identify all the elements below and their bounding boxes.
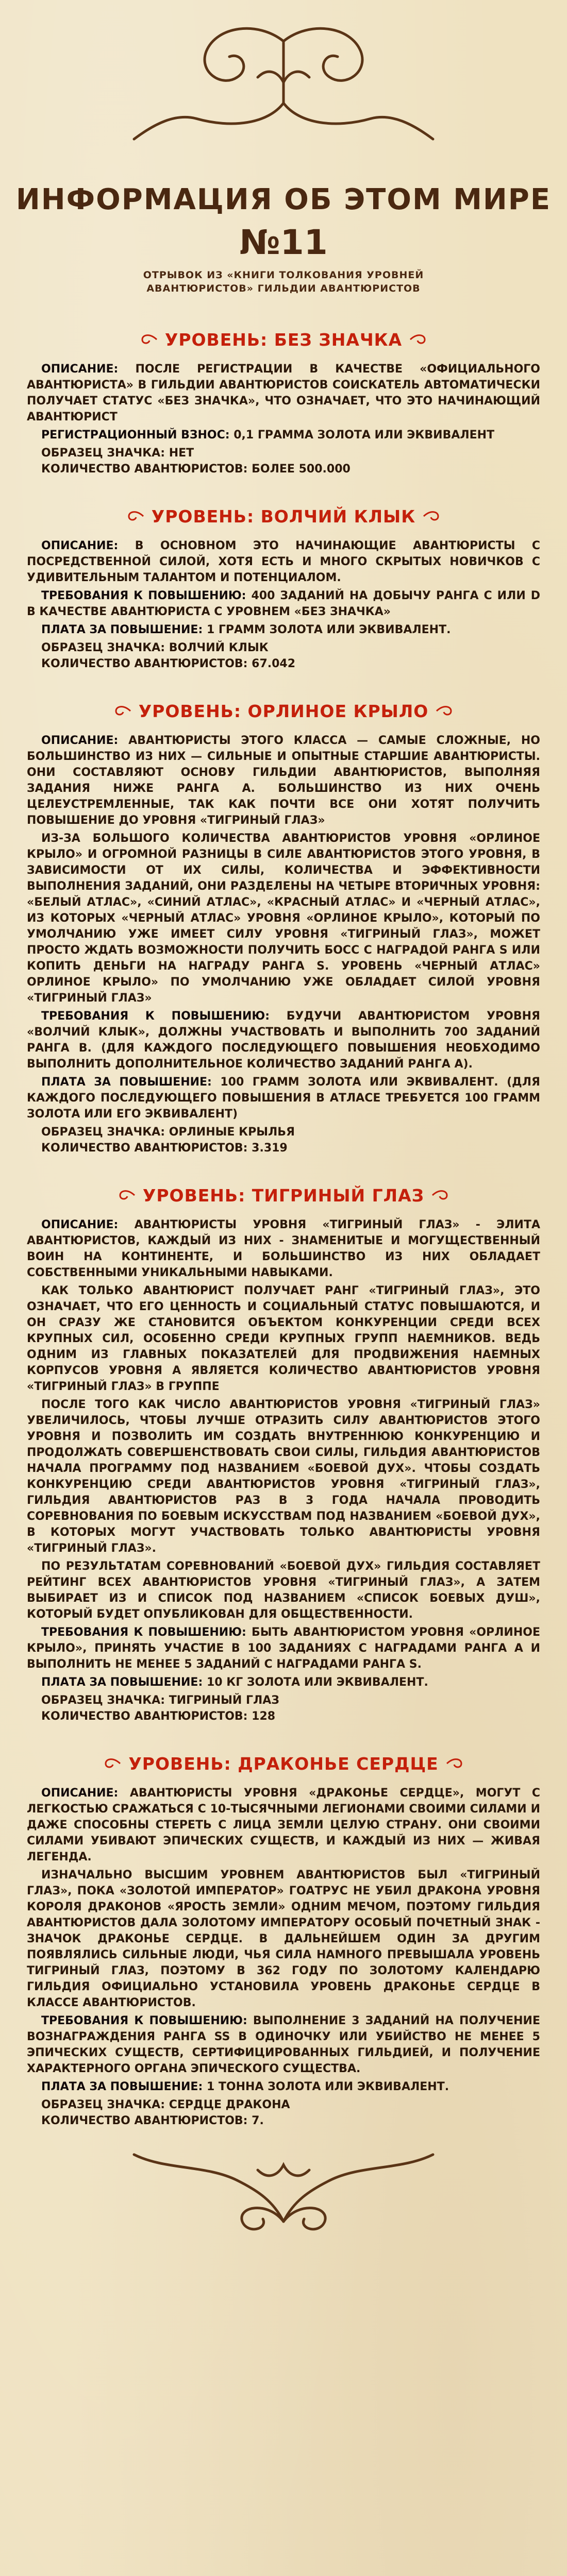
section-title: УРОВЕНЬ: ДРАКОНЬЕ СЕРДЦЕ [128, 1753, 439, 1774]
page-number: №11 [239, 223, 328, 262]
description: ОПИСАНИЕ: АВАНТЮРИСТЫ УРОВНЯ «ДРАКОНЬЕ СЕРДЦЕ», МОГУТ С ЛЕГКОСТЬЮ СРАЖАТЬСЯ С 10-ТЫСЯЧНЫМИ ЛЕГИОНАМИ СВОИМИ СИЛАМИ И ДАЖЕ СПОСОБНЫ СТЕРЕТЬ С ЛИЦА ЗЕМЛИ ЦЕЛУЮ СТРАНУ. ОНИ СВОИМИ СИЛАМИ УБИВАЮТ ЭПИЧЕСКИХ СУЩЕСТВ, И КАЖДЫЙ ИЗ НИХ — ЖИВАЯ ЛЕГЕНДА. [27, 1787, 540, 1863]
section-title: УРОВЕНЬ: ОРЛИНОЕ КРЫЛО [138, 701, 429, 721]
section-heading [27, 325, 540, 354]
heading-left-ornament-icon [126, 509, 144, 524]
count: КОЛИЧЕСТВО АВАНТЮРИСТОВ: 7. [41, 2114, 264, 2127]
subtitle-line-2: АВАНТЮРИСТОВ» ГИЛЬДИИ АВАНТЮРИСТОВ [146, 283, 421, 294]
extra-paragraph-2: ПОСЛЕ ТОГО КАК ЧИСЛО АВАНТЮРИСТОВ УРОВНЯ «ТИГРИНЫЙ ГЛАЗ» УВЕЛИЧИЛОСЬ, ЧТОБЫ ЛУЧШЕ ОТРАЗИТЬ СИЛУ АВАНТЮРИСТОВ ЭТОГО УРОВНЯ И ПОЗВОЛИТЬ ИМ СОЗДАТЬ ВНУТРЕННЮЮ КОНКУРЕНЦИЮ И ПРОДОЛЖАТЬ СОВЕРШЕНСТВОВАТЬ СВОИ СИЛЫ, ГИЛЬДИЯ АВАНТЮРИСТОВ НАЧАЛА ПРОГРАММУ ПОД НАЗВАНИЕМ «БОЕВОЙ ДУХ». ЧТОБЫ СОЗДАТЬ КОНКУРЕНЦИЮ СРЕДИ АВАНТЮРИСТОВ УРОВНЯ «ТИГРИНЫЙ ГЛАЗ», ГИЛЬДИЯ АВАНТЮРИСТОВ РАЗ В 3 ГОДА НАЧАЛА ПРОВОДИТЬ СОРЕВНОВАНИЯ ПО БОЕВЫМ ИСКУССТВАМ ПОД НАЗВАНИЕМ «БОЕВОЙ ДУХ», В КОТОРЫХ МОГУТ УЧАСТВОВАТЬ ТОЛЬКО АВАНТЮРИСТЫ УРОВНЯ «ТИГРИНЫЙ ГЛАЗ». [27, 1398, 540, 1555]
section-heading [27, 697, 540, 725]
heading-left-ornament-icon [139, 332, 158, 347]
fee: ПЛАТА ЗА ПОВЫШЕНИЕ: 100 ГРАММ ЗОЛОТА ИЛИ ЭКВИВАЛЕНТ. (ДЛЯ КАЖДОГО ПОСЛЕДУЮЩЕГО ПОВЫШЕНИЯ В АТЛАСЕ ТРЕБУЕТСЯ 100 ГРАММ ЗОЛОТА ИЛИ ЕГО ЭКВИВАЛЕНТ) [27, 1076, 540, 1121]
bottom-ornament-icon [103, 2139, 464, 2242]
top-ornament-icon [103, 21, 464, 149]
section-dragon-heart [0, 1749, 567, 2129]
description: ОПИСАНИЕ: АВАНТЮРИСТЫ УРОВНЯ «ТИГРИНЫЙ ГЛАЗ» - ЭЛИТА АВАНТЮРИСТОВ, КАЖДЫЙ ИЗ НИХ - ЗНАМЕНИТЫЕ И МОГУЩЕСТВЕННЫЙ ВОИН НА КОНТИНЕНТЕ, И БОЛЬШИНСТВО ИЗ НИХ ОБЛАДАЕТ СОБСТВЕННЫМИ УНИКАЛЬНЫМИ НАВЫКАМИ. [27, 1218, 540, 1279]
heading-right-ornament-icon [423, 509, 441, 524]
extra-paragraph: ИЗ-ЗА БОЛЬШОГО КОЛИЧЕСТВА АВАНТЮРИСТОВ УРОВНЯ «ОРЛИНОЕ КРЫЛО» И ОГРОМНОЙ РАЗНИЦЫ В СИЛЕ АВАНТЮРИСТОВ ЭТОГО УРОВНЯ, В ЗАВИСИМОСТИ ОТ ИХ СИЛЫ, КОЛИЧЕСТВА И ЭФФЕКТИВНОСТИ ВЫПОЛНЕНИЯ ЗАДАНИЙ, ОНИ РАЗДЕЛЕНЫ НА ЧЕТЫРЕ ВТОРИЧНЫХ УРОВНЯ: «БЕЛЫЙ АТЛАС», «СИНИЙ АТЛАС», «КРАСНЫЙ АТЛАС» И «ЧЕРНЫЙ АТЛАС», ИЗ КОТОРЫХ «ЧЕРНЫЙ АТЛАС» УРОВНЯ «ОРЛИНОЕ КРЫЛО», КОТОРЫЙ ПО УМОЛЧАНИЮ УЖЕ ИМЕЕТ СИЛУ УРОВНЯ «ТИГРИНЫЙ ГЛАЗ», МОЖЕТ ПРОСТО ЖДАТЬ ВОЗМОЖНОСТИ ПОЛУЧИТЬ БОСС С НАГРАДОЙ РАНГА S ИЛИ КОПИТЬ ДЕНЬГИ НА НАГРАДУ РАНГА S. УРОВЕНЬ «ЧЕРНЫЙ АТЛАС» ОРЛИНОЕ КРЫЛО» ПО УМОЛЧАНИЮ УЖЕ ОБЛАДАЕТ СИЛОЙ УРОВНЯ «ТИГРИНЫЙ ГЛАЗ» [27, 832, 540, 1005]
heading-right-ornament-icon [431, 1188, 450, 1203]
section-title: УРОВЕНЬ: ВОЛЧИЙ КЛЫК [151, 506, 416, 527]
requirements: ТРЕБОВАНИЯ К ПОВЫШЕНИЮ: ВЫПОЛНЕНИЕ 3 ЗАДАНИЙ НА ПОЛУЧЕНИЕ ВОЗНАГРАЖДЕНИЯ РАНГА SS В ОДИНОЧКУ ИЛИ УБИЙСТВО НЕ МЕНЕЕ 5 ЭПИЧЕСКИХ СУЩЕСТВ, СЕРТИФИЦИРОВАННЫХ ГИЛЬДИЕЙ, И ПОЛУЧЕНИЕ ХАРАКТЕРНОГО ОРГАНА ЭПИЧЕСКОГО СУЩЕСТВА. [27, 2014, 540, 2075]
section-heading [27, 1181, 540, 1210]
heading-left-ornament-icon [103, 1756, 121, 1771]
requirements: ТРЕБОВАНИЯ К ПОВЫШЕНИЮ: БЫТЬ АВАНТЮРИСТОМ УРОВНЯ «ОРЛИНОЕ КРЫЛО», ПРИНЯТЬ УЧАСТИЕ В 100 ЗАДАНИЯХ С НАГРАДАМИ РАНГА А И ВЫПОЛНИТЬ НЕ МЕНЕЕ 5 ЗАДАНИЙ С НАГРАДАМИ РАНГА S. [27, 1626, 540, 1671]
badge: ОБРАЗЕЦ ЗНАЧКА: НЕТ [41, 447, 194, 460]
section-eagle-wing [0, 697, 567, 1156]
description: ОПИСАНИЕ: АВАНТЮРИСТЫ ЭТОГО КЛАССА — САМЫЕ СЛОЖНЫЕ, НО БОЛЬШИНСТВО ИЗ НИХ — СИЛЬНЫЕ И ОПЫТНЫЕ СТАРШИЕ АВАНТЮРИСТЫ. ОНИ СОСТАВЛЯЮТ ОСНОВУ ГИЛЬДИИ АВАНТЮРИСТОВ, ВЫПОЛНЯЯ ЗАДАНИЯ НИЖЕ РАНГА А. БОЛЬШИНСТВО ИЗ НИХ ОЧЕНЬ ЦЕЛЕУСТРЕМЛЕННЫЕ, ТАК КАК ПОЧТИ ВСЕ ОНИ ХОТЯТ ПОЛУЧИТЬ ПОВЫШЕНИЕ ДО УРОВНЯ «ТИГРИНЫЙ ГЛАЗ» [27, 734, 540, 827]
badge: ОБРАЗЕЦ ЗНАЧКА: ВОЛЧИЙ КЛЫК [41, 641, 269, 654]
heading-right-ornament-icon [409, 332, 428, 347]
section-heading [27, 1749, 540, 1778]
count: КОЛИЧЕСТВО АВАНТЮРИСТОВ: 67.042 [41, 657, 296, 670]
subtitle-line-1: ОТРЫВОК ИЗ «КНИГИ ТОЛКОВАНИЯ УРОВНЕЙ [143, 269, 424, 281]
description: ОПИСАНИЕ: В ОСНОВНОМ ЭТО НАЧИНАЮЩИЕ АВАНТЮРИСТЫ С ПОСРЕДСТВЕННОЙ СИЛОЙ, ХОТЯ ЕСТЬ И МНОГО СКРЫТЫХ НОВИЧКОВ С УДИВИТЕЛЬНЫМ ТАЛАНТОМ И ПОТЕНЦИАЛОМ. [27, 539, 540, 584]
requirements: ТРЕБОВАНИЯ К ПОВЫШЕНИЮ: 400 ЗАДАНИЙ НА ДОБЫЧУ РАНГА С ИЛИ D В КАЧЕСТВЕ АВАНТЮРИСТА С УРОВНЕМ «БЕЗ ЗНАЧКА» [27, 589, 540, 618]
heading-right-ornament-icon [436, 703, 454, 719]
fee: ПЛАТА ЗА ПОВЫШЕНИЕ: 1 ТОННА ЗОЛОТА ИЛИ ЭКВИВАЛЕНТ. [41, 2080, 449, 2093]
count: КОЛИЧЕСТВО АВАНТЮРИСТОВ: 3.319 [41, 1142, 288, 1155]
extra-paragraph-3: ПО РЕЗУЛЬТАТАМ СОРЕВНОВАНИЙ «БОЕВОЙ ДУХ» ГИЛЬДИЯ СОСТАВЛЯЕТ РЕЙТИНГ ВСЕХ АВАНТЮРИСТОВ УРОВНЯ «ТИГРИНЫЙ ГЛАЗ», А ЗАТЕМ ВЫБИРАЕТ ИЗ И СПИСОК ПОД НАЗВАНИЕМ «СПИСОК БОЕВЫХ ДУШ», КОТОРЫЙ БУДЕТ ОПУБЛИКОВАН ДЛЯ ОБЩЕСТВЕННОСТИ. [27, 1560, 540, 1621]
section-heading [27, 502, 540, 531]
requirements: ТРЕБОВАНИЯ К ПОВЫШЕНИЮ: БУДУЧИ АВАНТЮРИСТОМ УРОВНЯ «ВОЛЧИЙ КЛЫК», ДОЛЖНЫ УЧАСТВОВАТЬ И ВЫПОЛНИТЬ 700 ЗАДАНИЙ РАНГА B. (ДЛЯ КАЖДОГО ПОСЛЕДУЮЩЕГО ПОВЫШЕНИЯ НЕОБХОДИМО ВЫПОЛНИТЬ ДОПОЛНИТЕЛЬНОЕ КОЛИЧЕСТВО ЗАДАНИЙ РАНГА А). [27, 1010, 540, 1071]
fee: РЕГИСТРАЦИОННЫЙ ВЗНОС: 0,1 ГРАММА ЗОЛОТА ИЛИ ЭКВИВАЛЕНТ [41, 429, 495, 442]
extra-paragraph: ИЗНАЧАЛЬНО ВЫСШИМ УРОВНЕМ АВАНТЮРИСТОВ БЫЛ «ТИГРИНЫЙ ГЛАЗ», ПОКА «ЗОЛОТОЙ ИМПЕРАТОР» ГОАТРУС НЕ УБИЛ ДРАКОНА УРОВНЯ КОРОЛЯ ДРАКОНОВ «ЯРОСТЬ ЗЕМЛИ» ОДНИМ МЕЧОМ, ПОЭТОМУ ГИЛЬДИЯ АВАНТЮРИСТОВ ДАЛА ЗОЛОТОМУ ИМПЕРАТОРУ ОСОБЫЙ ПОЧЕТНЫЙ ЗНАК - ЗНАЧОК ДРАКОНЬЕ СЕРДЦЕ. В ДАЛЬНЕЙШЕМ ОДИН ЗА ДРУГИМ ПОЯВЛЯЛИСЬ СИЛЬНЫЕ ЛЮДИ, ЧЬЯ СИЛА НАМНОГО ПРЕВЫШАЛА УРОВЕНЬ ТИГРИНЫЙ ГЛАЗ, ПОЭТОМУ В 362 ГОДУ ПО ЗОЛОТОМУ КАЛЕНДАРЮ ГИЛЬДИЯ ОФИЦИАЛЬНО УСТАНОВИЛА УРОВЕНЬ ДРАКОНЬЕ СЕРДЦЕ В КЛАССЕ АВАНТЮРИСТОВ. [27, 1869, 540, 2009]
heading-right-ornament-icon [446, 1756, 464, 1771]
badge: ОБРАЗЕЦ ЗНАЧКА: ОРЛИНЫЕ КРЫЛЬЯ [41, 1126, 295, 1139]
section-wolf-fang [0, 502, 567, 672]
section-no-badge [0, 325, 567, 477]
page-title: ИНФОРМАЦИЯ ОБ ЭТОМ МИРЕ [15, 183, 552, 216]
description: ОПИСАНИЕ: ПОСЛЕ РЕГИСТРАЦИИ В КАЧЕСТВЕ «ОФИЦИАЛЬНОГО АВАНТЮРИСТА» В ГИЛЬДИИ АВАНТЮРИСТОВ СОИСКАТЕЛЬ АВТОМАТИЧЕСКИ ПОЛУЧАЕТ СТАТУС «БЕЗ ЗНАЧКА», ЧТО ОЗНАЧАЕТ, ЧТО ЭТО НАЧИНАЮЩИЙ АВАНТЮРИСТ [27, 363, 540, 423]
section-tiger-eye [0, 1181, 567, 1724]
extra-paragraph: КАК ТОЛЬКО АВАНТЮРИСТ ПОЛУЧАЕТ РАНГ «ТИГРИНЫЙ ГЛАЗ», ЭТО ОЗНАЧАЕТ, ЧТО ЕГО ЦЕННОСТЬ И СОЦИАЛЬНЫЙ СТАТУС ПОВЫШАЮТСЯ, И ОН СРАЗУ ЖЕ СТАНОВИТСЯ ОБЪЕКТОМ КОНКУРЕНЦИИ СРЕДИ ВСЕХ КРУПНЫХ СИЛ, ОСОБЕННО СРЕДИ КРУПНЫХ ГРУПП НАЕМНИКОВ. ВЕДЬ ОДНИМ ИЗ ГЛАВНЫХ ПОКАЗАТЕЛЕЙ ДЛЯ ПРОДВИЖЕНИЯ НАЕМНЫХ КОРПУСОВ УРОВНЯ А ЯВЛЯЕТСЯ КОЛИЧЕСТВО АВАНТЮРИСТОВ УРОВНЯ «ТИГРИНЫЙ ГЛАЗ» В ГРУППЕ [27, 1284, 540, 1393]
section-title: УРОВЕНЬ: БЕЗ ЗНАЧКА [164, 329, 403, 350]
count: КОЛИЧЕСТВО АВАНТЮРИСТОВ: БОЛЕЕ 500.000 [41, 463, 351, 476]
badge: ОБРАЗЕЦ ЗНАЧКА: ТИГРИНЫЙ ГЛАЗ [41, 1694, 279, 1707]
heading-left-ornament-icon [113, 703, 131, 719]
heading-left-ornament-icon [117, 1188, 136, 1203]
fee: ПЛАТА ЗА ПОВЫШЕНИЕ: 10 КГ ЗОЛОТА ИЛИ ЭКВИВАЛЕНТ. [41, 1676, 428, 1689]
badge: ОБРАЗЕЦ ЗНАЧКА: СЕРДЦЕ ДРАКОНА [41, 2098, 290, 2111]
count: КОЛИЧЕСТВО АВАНТЮРИСТОВ: 128 [41, 1710, 276, 1723]
subtitle [0, 268, 567, 295]
fee: ПЛАТА ЗА ПОВЫШЕНИЕ: 1 ГРАММ ЗОЛОТА ИЛИ ЭКВИВАЛЕНТ. [41, 623, 451, 636]
section-title: УРОВЕНЬ: ТИГРИНЫЙ ГЛАЗ [142, 1185, 425, 1206]
